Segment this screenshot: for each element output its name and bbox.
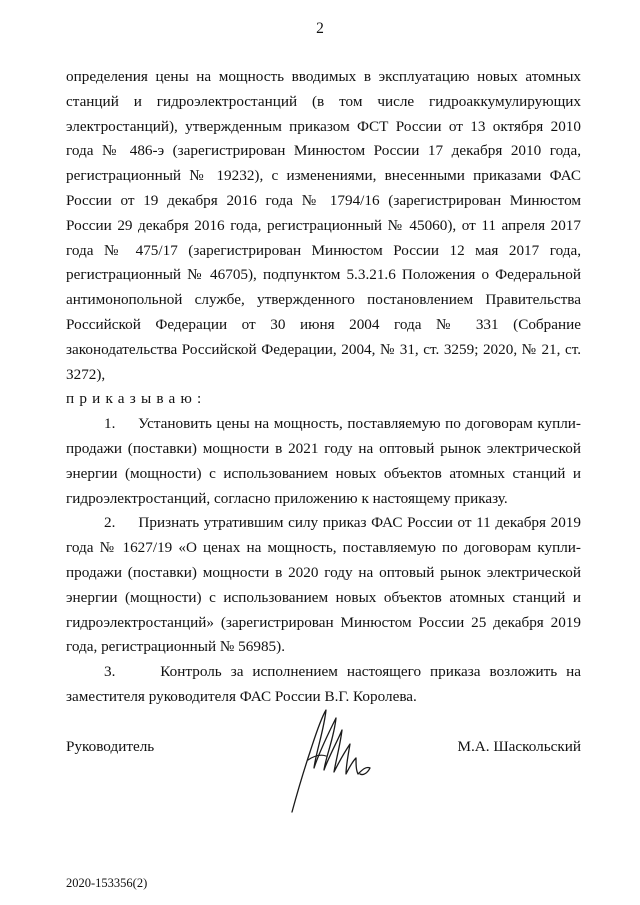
signatory-name: М.А. Шаскольский — [457, 738, 581, 755]
paragraph-item-3: 3. Контроль за исполнением настоящего приказа возложить на заместителя руководителя ФАС России В.Г. Королева. — [66, 663, 581, 705]
page-number: 2 — [316, 20, 324, 37]
paragraph-item-2: 2. Признать утратившим силу приказ ФАС России от 11 декабря 2019 года № 1627/19 «О ценах на мощность, поставляемую по договорам купли-продажи (поставки) мощности в 2020 году на оптовый рынок электрической энергии (мощности) с использованием новых объектов атомных станций и гидроэлектростанций» (зарегистрирован Минюстом России 25 декабря 2019 года, регистрационный № 56985). — [66, 514, 581, 656]
paragraph-item-1: 1. Установить цены на мощность, поставляемую по договорам купли-продажи (поставки) мощности в 2021 году на оптовый рынок электрической энергии (мощности) с использованием новых объектов атомных станций и гидроэлектростанций, согласно приложению к настоящему приказу. — [66, 415, 581, 507]
paragraph-preamble: определения цены на мощность вводимых в эксплуатацию новых атомных станций и гидроэлектростанций (в том числе гидроаккумулирующих электростанций), утвержденным приказом ФСТ России от 13 октября 2010 года № 486-э (зарегистрирован Минюстом России 17 декабря 2010 года, регистрационный № 19232), с изменениями, внесенными приказами ФАС России от 19 декабря 2016 года № 1794/16 (зарегистрирован Минюстом России 29 декабря 2016 года, регистрационный № 45060), от 11 апреля 2017 года № 475/17 (зарегистрирован Минюстом России 12 мая 2017 года, регистрационный № 46705), подпунктом 5.3.21.6 Положения о Федеральной антимонопольной службе, утвержденного постановлением Правительства Российской Федерации от 30 июня 2004 года № 331 (Собрание законодательства Российской Федерации, 2004, № 31, ст. 3259; 2020, № 21, ст. 3272), — [66, 68, 581, 383]
document-body — [66, 65, 581, 710]
decree-word: приказываю: — [66, 390, 207, 408]
signatory-title: Руководитель — [66, 738, 155, 755]
document-registration-code: 2020-153356(2) — [66, 876, 148, 890]
handwritten-signature — [280, 690, 380, 820]
